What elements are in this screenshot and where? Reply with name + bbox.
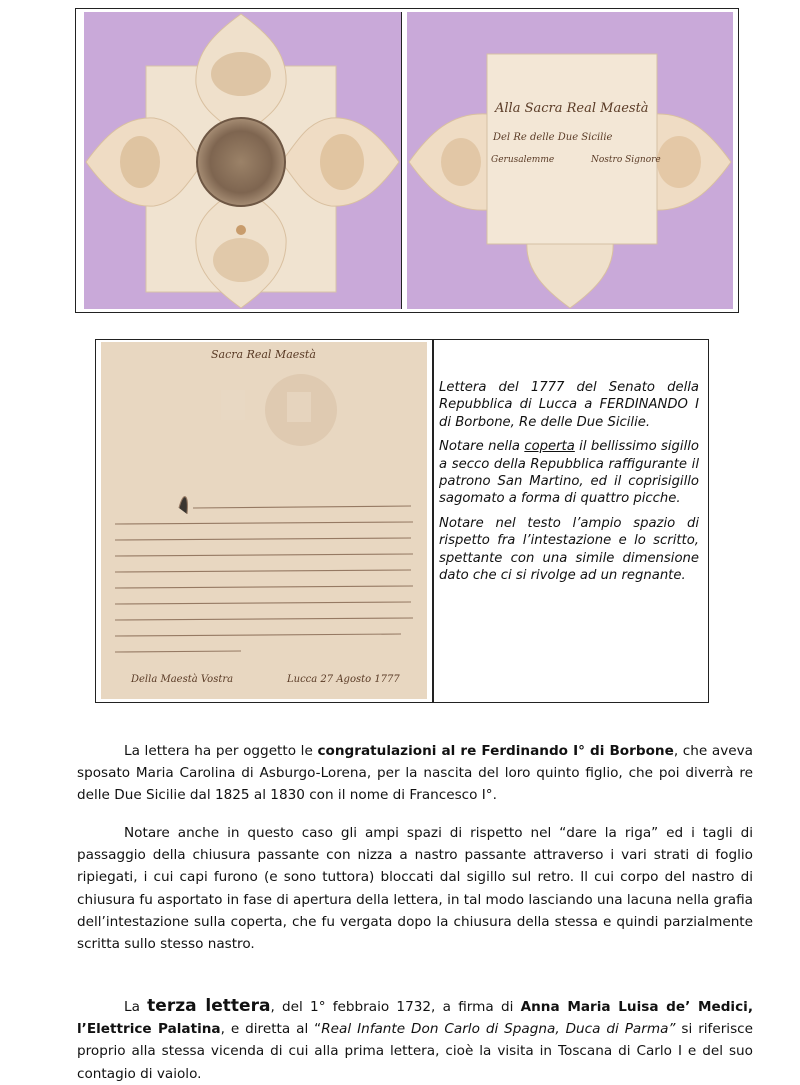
body-paragraph-3 [77, 995, 753, 1085]
letter-front-photo [407, 12, 733, 309]
letter-text-image [101, 342, 427, 699]
caption-text: il bellissimo sigillo a secco della Repubblica raffigurante il patrono San Martino, ed il coprisigillo sagomato a forma di quattro picche. [439, 439, 699, 507]
letter-closing: Della Maestà Vostra [131, 674, 234, 685]
paragraph-text: si riferisce proprio alla stessa vicenda di cui alla prima lettera, cioè la visita in Toscana di Carlo I e del suo contagio di vaiolo. [77, 1021, 753, 1082]
paragraph-text: , che aveva sposato Maria Carolina di Asburgo-Lorena, per la nascita del loro quinto figlio, che poi diverrà re delle Due Sicilie dal 1825 al 1830 con il nome di Francesco I°. [77, 743, 754, 804]
paragraph-large-bold-text: terza lettera [147, 996, 271, 1016]
paragraph-bold-text: congratulazioni al re Ferdinando I° di Borbone [317, 743, 674, 759]
paragraph-text: La [124, 999, 148, 1015]
letter-text-photo [101, 342, 427, 699]
paragraph-text: , e diretta al “ [220, 1021, 322, 1038]
caption-paragraph-2 [439, 438, 699, 508]
paragraph-text: La lettera ha per oggetto le [124, 743, 318, 759]
paragraph-text: , del 1° febbraio 1732, a firma di [270, 999, 521, 1015]
letter-back-image [84, 12, 401, 309]
letter-back-photo [84, 12, 402, 309]
paragraph-text: Notare anche in questo caso gli ampi spazi di rispetto nel “dare la riga” ed i tagli di passaggio della chiusura passante con nizza a nastro passante attraverso i vari strati di foglio ripiegati, i cui capi furono (e sono tuttora) bloccati dal sigillo sul retro. Il cui corpo del nastro di chiusura fu asportato in fase di apertura della lettera, in tal modo lasciando una lacuna nella grafia dell’intestazione sulla coperta, che fu vergata dopo la chiusura della stessa e quindi parzialmente scritta sullo stesso nastro. [77, 825, 753, 953]
caption-underlined-word: coperta [524, 439, 575, 455]
body-paragraph-1 [77, 740, 753, 807]
front-address-line-3: Gerusalemme [491, 155, 555, 165]
letter-front-image [407, 12, 733, 309]
paragraph-bold-text: Anna Maria Luisa de’ Medici, l’Elettrice Palatina [77, 999, 753, 1038]
top-figure [75, 8, 739, 313]
front-address-line-2: Del Re delle Due Sicilie [493, 132, 613, 143]
letter-header: Sacra Real Maestà [211, 348, 316, 361]
caption-text: Notare nella [439, 439, 525, 455]
caption-paragraph-3: Notare nel testo l’ampio spazio di rispetto fra l’intestazione e lo scritto, spettante con una simile dimensione dato che ci si rivolge ad un regnante. [439, 515, 699, 584]
middle-figure [95, 339, 709, 703]
caption-paragraph-1: Lettera del 1777 del Senato della Repubblica di Lucca a FERDINANDO I di Borbone, Re delle Due Sicilie. [439, 380, 699, 430]
paragraph-italic-text: Real Infante Don Carlo di Spagna, Duca di Parma” [321, 1021, 676, 1038]
body-paragraph-2 [77, 822, 753, 955]
letter-place-date: Lucca 27 Agosto 1777 [287, 674, 400, 685]
front-address-line-4: Nostro Signore [591, 155, 661, 165]
figure-divider [432, 340, 434, 702]
front-address-line-1: Alla Sacra Real Maestà [495, 101, 649, 116]
figure-caption [439, 379, 699, 591]
